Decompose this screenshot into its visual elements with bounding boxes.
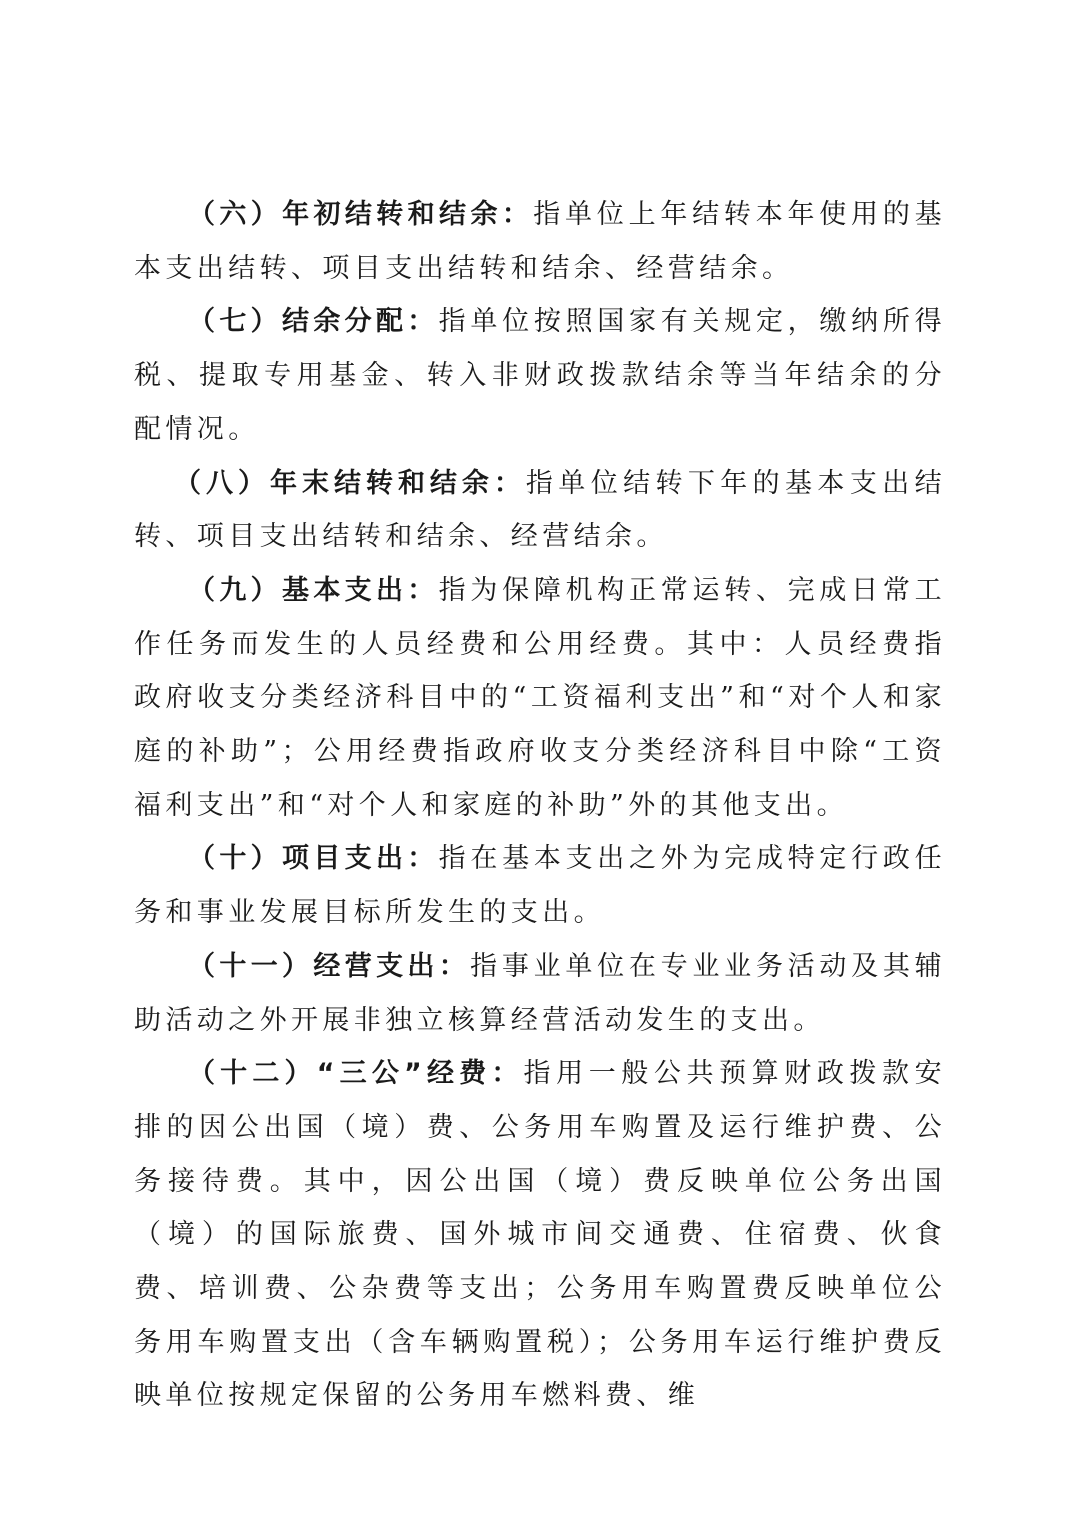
term-heading: （八）年末结转和结余：: [174, 467, 526, 499]
term-heading: （十）项目支出：: [188, 843, 439, 875]
term-heading: （六）年初结转和结余：: [188, 199, 534, 230]
term-heading: （十二）“三公”经费：: [188, 1058, 524, 1090]
paragraph-10: [134, 832, 946, 939]
term-heading: （七）结余分配：: [188, 306, 439, 338]
paragraph-6: [134, 188, 946, 295]
paragraph-8: [134, 457, 946, 564]
term-definition: 指为保障机构正常运转、完成日常工作任务而发生的人员经费和公用经费。其中：人员经费指政府收支分类经济科目中的“工资福利支出”和“对个人和家庭的补助”；公用经费指政府收支分类经济科目中除“工资福利支出”和“对个人和家庭的补助”外的其他支出。: [134, 574, 947, 821]
term-definition: 指在基本支出之外为完成特定行政任务和事业发展目标所发生的支出。: [134, 843, 947, 929]
term-heading: （十一）经营支出：: [188, 950, 471, 982]
term-definition: 指单位结转下年的基本支出结转、项目支出结转和结余、经营结余。: [134, 467, 946, 553]
paragraph-7: [134, 295, 946, 456]
term-definition: 指事业单位在专业业务活动及其辅助活动之外开展非独立核算经营活动发生的支出。: [134, 950, 947, 1036]
paragraph-12: [134, 1047, 946, 1423]
term-definition: 指用一般公共预算财政拨款安排的因公出国（境）费、公务用车购置及运行维护费、公务接待费。其中，因公出国（境）费反映单位公务出国（境）的国际旅费、国外城市间交通费、住宿费、伙食费、培训费、公杂费等支出；公务用车购置费反映单位公务用车购置支出（含车辆购置税）；公务用车运行维护费反映单位按规定保留的公务用车燃料费、维: [134, 1058, 946, 1412]
paragraph-9: [134, 564, 946, 833]
document-page: [134, 188, 946, 1423]
term-definition: 指单位按照国家有关规定，缴纳所得税、提取专用基金、转入非财政拨款结余等当年结余的分配情况。: [134, 306, 947, 445]
term-heading: （九）基本支出：: [188, 574, 439, 606]
term-definition: 指单位上年结转本年使用的基本支出结转、项目支出结转和结余、经营结余。: [134, 199, 947, 284]
paragraph-11: [134, 940, 946, 1047]
